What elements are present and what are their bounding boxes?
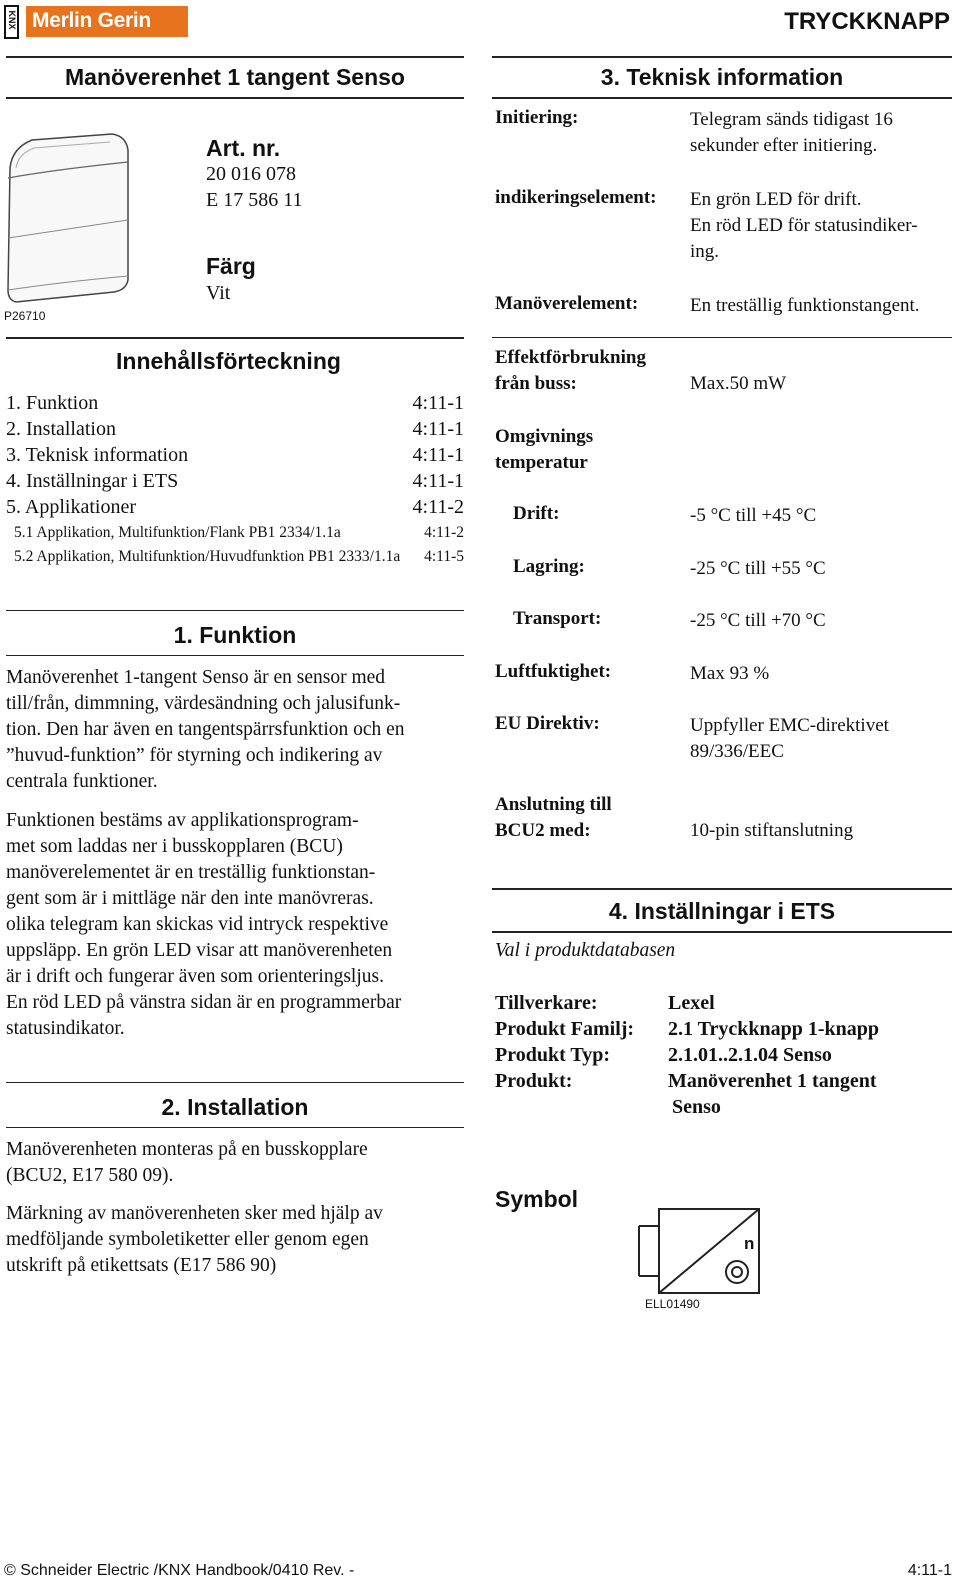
toc-item-page: 4:11-1 [412,470,464,492]
text-line: sekunder efter initiering. [690,135,878,156]
ets-subtitle: Val i produktdatabasen [495,940,676,961]
text-line: till/från, dimmning, värdesändning och jalusifunk- [6,693,401,714]
ets-key: Produkt: [495,1070,573,1092]
toc-subitem-page: 4:11-5 [424,548,464,565]
art-number-2: E 17 586 11 [206,189,303,211]
ets-value: Lexel [668,992,715,1014]
rule-toc [6,337,464,339]
text-line: medföljande symboletiketter eller genom egen [6,1229,369,1250]
value-lagring: -25 °C till +55 °C [690,558,826,579]
text-line: Märkning av manöverenheten sker med hjälp av [6,1203,383,1224]
text-line: är i drift och fungerar även som orienteringsljus. [6,966,384,987]
text-line: Manöverenheten monteras på en busskopplare [6,1139,368,1160]
toc-item-label: 3. Teknisk information [6,444,189,466]
label-initiering: Initiering: [495,107,579,128]
text-line: manöverelementet är en treställig funktionstan- [6,862,376,883]
rule-funktion-top [6,610,464,611]
ets-key: Produkt Familj: [495,1018,635,1040]
image-code: P26710 [4,309,46,323]
ets-key: Tillverkare: [495,992,598,1014]
text-line: Manöverenhet 1-tangent Senso är en sensor med [6,667,386,688]
value-effekt: Max.50 mW [690,373,787,394]
toc-item-page: 4:11-1 [412,392,464,414]
toc-item-label: 5. Applikationer [6,496,136,518]
ets-key: Produkt Typ: [495,1044,611,1066]
value-eu-direktiv [690,713,889,765]
label-manoverelement: Manöverelement: [495,293,639,314]
toc-item[interactable] [6,496,464,519]
value-luftfuktighet: Max 93 % [690,663,770,684]
rule-product-bottom [6,97,464,99]
knx-badge [4,5,19,39]
symbol-title: Symbol [495,1186,579,1212]
section-title-installation: 2. Installation [161,1094,309,1120]
symbol-inner-circle [732,1267,742,1277]
label-effekt [495,345,646,397]
symbol-code: ELL01490 [645,1297,700,1311]
product-title: Manöverenhet 1 tangent Senso [65,64,405,90]
brand-name: Merlin Gerin [32,9,151,32]
label-indikering: indikeringselement: [495,187,657,208]
toc-item[interactable] [6,418,464,441]
text-line: centrala funktioner. [6,771,158,792]
text-line: ”huvud-funktion” för styrning och indikering av [6,745,383,766]
symbol-glyph: n [744,1234,755,1253]
text-line: tion. Den har även en tangentspärrsfunktion och en [6,719,405,740]
value-manoverelement: En treställig funktionstangent. [690,295,920,316]
rule-funktion-bottom [6,655,464,656]
text-line: gent som är i mittläge när den inte manövreras. [6,888,374,909]
toc-subitem[interactable] [14,524,464,542]
toc-item[interactable] [6,444,464,467]
ets-value-continued: Senso [672,1096,721,1118]
toc-subitem-label: 5.1 Applikation, Multifunktion/Flank PB1 2334/1.1a [14,524,341,541]
value-transport: -25 °C till +70 °C [690,610,826,631]
toc-item-label: 4. Inställningar i ETS [6,470,179,492]
rule-product-top [6,56,464,58]
text-line: uppsläpp. En grön LED visar att manöverenheten [6,940,393,961]
toc-subitem-page: 4:11-2 [424,524,464,541]
rule-ets-top [492,888,952,890]
text-line: En röd LED på vänstra sidan är en programmerbar [6,992,402,1013]
label-transport: Transport: [513,608,602,629]
text-line: En röd LED för statusindiker- [690,215,918,236]
text-line: Omgivnings [495,426,594,447]
footer-page-number: 4:11-1 [907,1562,952,1579]
toc-item-label: 1. Funktion [6,392,99,414]
ets-value: 2.1 Tryckknapp 1-knapp [668,1018,880,1040]
toc-item[interactable] [6,392,464,415]
art-number-1: 20 016 078 [206,163,296,185]
symbol-outer-circle [726,1261,748,1283]
text-line: statusindikator. [6,1018,125,1039]
rule-teknisk-top [492,56,952,58]
toc-item-page: 4:11-1 [412,444,464,466]
label-anslutning [495,792,612,844]
text-line: olika telegram kan skickas vid intryck respektive [6,914,389,935]
label-omgivning [495,424,593,476]
text-line: (BCU2, E17 580 09). [6,1165,174,1186]
text-line: Telegram sänds tidigast 16 [690,109,893,130]
color-label: Färg [206,253,256,279]
label-drift: Drift: [513,503,560,524]
ets-value: 2.1.01..2.1.04 Senso [668,1044,832,1066]
rule-teknisk-bottom [492,97,952,99]
footer-left: © Schneider Electric /KNX Handbook/0410 Rev. - [4,1562,355,1579]
text-line: utskrift på etikettsats (E17 586 90) [6,1255,277,1276]
toc-item-label: 2. Installation [6,418,116,440]
text-line: temperatur [495,452,588,473]
product-image [2,130,132,308]
rule-installation-top [6,1082,464,1083]
art-label: Art. nr. [206,135,281,161]
text-line: ing. [690,241,720,262]
toc-subitem[interactable] [14,548,464,566]
rule-installation-bottom [6,1127,464,1128]
page-title: TRYCKKNAPP [784,8,950,35]
color-value: Vit [206,282,231,304]
brand-logo [26,6,188,37]
text-line: met som laddas ner i busskopplaren (BCU) [6,836,343,857]
toc-item-page: 4:11-1 [412,418,464,440]
text-line: Effektförbrukning [495,347,646,368]
toc-subitem-label: 5.2 Applikation, Multifunktion/Huvudfunktion PB1 2333/1.1a [14,548,401,565]
installation-paragraph-2 [6,1201,468,1279]
funktion-paragraph-2 [6,808,468,1042]
value-drift: -5 °C till +45 °C [690,505,817,526]
text-line: från buss: [495,373,577,394]
funktion-paragraph-1 [6,665,468,795]
label-eu-direktiv: EU Direktiv: [495,713,600,734]
knx-badge-text: KNX [7,10,17,30]
ets-value: Manöverenhet 1 tangent [668,1070,877,1092]
text-line: BCU2 med: [495,820,591,841]
label-lagring: Lagring: [513,556,585,577]
installation-paragraph-1 [6,1137,468,1189]
section-title-funktion: 1. Funktion [173,622,297,648]
toc-item-page: 4:11-2 [412,496,464,518]
toc-title: Innehållsförteckning [116,348,341,374]
text-line: Uppfyller EMC-direktivet [690,715,889,736]
value-anslutning: 10-pin stiftanslutning [690,820,854,841]
rule-ets-bottom [492,931,952,933]
label-luftfuktighet: Luftfuktighet: [495,661,612,682]
rule-teknisk-mid [492,337,952,338]
text-line: Funktionen bestäms av applikationsprogram- [6,810,359,831]
toc-item[interactable] [6,470,464,493]
text-line: En grön LED för drift. [690,189,862,210]
value-initiering [690,107,893,159]
section-title-ets: 4. Inställningar i ETS [608,898,836,924]
value-indikering [690,187,918,265]
text-line: Anslutning till [495,794,612,815]
section-title-teknisk: 3. Teknisk information [600,64,844,90]
text-line: 89/336/EEC [690,741,784,762]
